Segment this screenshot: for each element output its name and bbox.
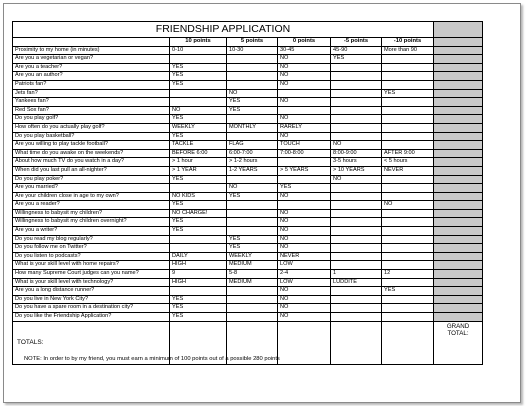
answer-cell-5-points bbox=[227, 218, 278, 227]
question-cell: Are your children close in age to my own? bbox=[13, 192, 170, 201]
answer-cell-minus-5-points bbox=[331, 209, 382, 218]
answer-cell-minus-10-points bbox=[382, 278, 434, 287]
question-row bbox=[13, 123, 483, 132]
answer-cell-minus-10-points bbox=[382, 123, 434, 132]
answer-cell-minus-5-points: 1 bbox=[331, 270, 382, 279]
answer-cell-5-points: YES bbox=[227, 98, 278, 107]
question-cell: Are you a reader? bbox=[13, 201, 170, 210]
answer-cell-10-points: HIGH bbox=[170, 278, 227, 287]
answer-cell-minus-10-points bbox=[382, 252, 434, 261]
row-total-cell bbox=[434, 115, 483, 124]
question-cell: What time do you awake on the weekends? bbox=[13, 149, 170, 158]
question-row bbox=[13, 166, 483, 175]
answer-cell-minus-10-points bbox=[382, 218, 434, 227]
question-cell: Do you have a spare room in a destination city? bbox=[13, 304, 170, 313]
answer-cell-0-points bbox=[278, 106, 331, 115]
answer-cell-10-points: YES bbox=[170, 201, 227, 210]
answer-cell-0-points: NO bbox=[278, 132, 331, 141]
answer-cell-0-points: NO bbox=[278, 80, 331, 89]
row-total-cell bbox=[434, 106, 483, 115]
answer-cell-minus-10-points: YES bbox=[382, 287, 434, 296]
answer-cell-minus-10-points: More than 90 bbox=[382, 46, 434, 55]
answer-cell-minus-10-points bbox=[382, 192, 434, 201]
answer-cell-minus-5-points bbox=[331, 295, 382, 304]
application-table bbox=[12, 21, 483, 365]
answer-cell-minus-10-points bbox=[382, 209, 434, 218]
answer-cell-10-points: YES bbox=[170, 313, 227, 322]
answer-cell-0-points: LOW bbox=[278, 261, 331, 270]
answer-cell-0-points: NO bbox=[278, 63, 331, 72]
question-cell: About how much TV do you watch in a day? bbox=[13, 158, 170, 167]
answer-cell-0-points: NO bbox=[278, 192, 331, 201]
answer-cell-5-points: 1-2 YEARS bbox=[227, 166, 278, 175]
row-total-cell bbox=[434, 158, 483, 167]
answer-cell-minus-5-points bbox=[331, 287, 382, 296]
answer-cell-0-points: 7:00-8:00 bbox=[278, 149, 331, 158]
answer-cell-minus-5-points: 45-90 bbox=[331, 46, 382, 55]
answer-cell-minus-5-points bbox=[331, 98, 382, 107]
answer-cell-minus-5-points: NO bbox=[331, 175, 382, 184]
answer-cell-5-points: NO bbox=[227, 89, 278, 98]
answer-cell-0-points bbox=[278, 158, 331, 167]
question-row bbox=[13, 175, 483, 184]
answer-cell-0-points: NO bbox=[278, 244, 331, 253]
answer-cell-0-points: 2-4 bbox=[278, 270, 331, 279]
answer-cell-minus-10-points: < 5 hours bbox=[382, 158, 434, 167]
question-cell: Are you an author? bbox=[13, 72, 170, 81]
row-total-cell bbox=[434, 175, 483, 184]
answer-cell-minus-10-points bbox=[382, 141, 434, 150]
answer-cell-5-points: MEDIUM bbox=[227, 261, 278, 270]
answer-cell-minus-5-points: LUDDITE bbox=[331, 278, 382, 287]
answer-cell-minus-5-points: YES bbox=[331, 55, 382, 64]
answer-cell-minus-10-points bbox=[382, 80, 434, 89]
row-total-cell bbox=[434, 227, 483, 236]
answer-cell-10-points: > 1 YEAR bbox=[170, 166, 227, 175]
answer-cell-10-points: YES bbox=[170, 80, 227, 89]
column-header-5-points: 5 points bbox=[227, 38, 278, 47]
answer-cell-0-points: NO bbox=[278, 115, 331, 124]
question-row bbox=[13, 227, 483, 236]
column-total-cell-minus-5-points bbox=[331, 321, 382, 364]
answer-cell-minus-5-points bbox=[331, 261, 382, 270]
answer-cell-10-points: 9 bbox=[170, 270, 227, 279]
question-row bbox=[13, 252, 483, 261]
answer-cell-5-points: MONTHLY bbox=[227, 123, 278, 132]
question-row bbox=[13, 278, 483, 287]
answer-cell-5-points: WEEKLY bbox=[227, 252, 278, 261]
answer-cell-minus-10-points bbox=[382, 184, 434, 193]
row-total-cell bbox=[434, 55, 483, 64]
question-cell: Red Sox fan? bbox=[13, 106, 170, 115]
answer-cell-0-points: NO bbox=[278, 295, 331, 304]
answer-cell-5-points bbox=[227, 201, 278, 210]
answer-cell-0-points: YES bbox=[278, 184, 331, 193]
question-row bbox=[13, 132, 483, 141]
answer-cell-minus-5-points bbox=[331, 252, 382, 261]
footnote: NOTE: In order to by my friend, you must earn a minimum of 100 points out of a possible 280 points bbox=[24, 356, 280, 362]
answer-cell-10-points: NO CHARGE! bbox=[170, 209, 227, 218]
row-total-cell bbox=[434, 304, 483, 313]
row-total-cell bbox=[434, 141, 483, 150]
title-row bbox=[13, 22, 483, 38]
question-row bbox=[13, 46, 483, 55]
answer-cell-5-points bbox=[227, 227, 278, 236]
answer-cell-minus-10-points bbox=[382, 115, 434, 124]
answer-cell-5-points bbox=[227, 175, 278, 184]
answer-cell-5-points bbox=[227, 80, 278, 89]
answer-cell-minus-10-points bbox=[382, 313, 434, 322]
answer-cell-10-points: YES bbox=[170, 175, 227, 184]
question-row bbox=[13, 72, 483, 81]
row-total-cell bbox=[434, 278, 483, 287]
totals-label: TOTALS: bbox=[13, 321, 170, 364]
answer-cell-minus-10-points bbox=[382, 175, 434, 184]
answer-cell-minus-5-points bbox=[331, 123, 382, 132]
answer-cell-minus-5-points bbox=[331, 244, 382, 253]
answer-cell-minus-10-points: NEVER bbox=[382, 166, 434, 175]
answer-cell-0-points: NO bbox=[278, 55, 331, 64]
answer-cell-0-points bbox=[278, 201, 331, 210]
question-row bbox=[13, 244, 483, 253]
question-row bbox=[13, 63, 483, 72]
answer-cell-minus-5-points: 3-5 hours bbox=[331, 158, 382, 167]
question-row bbox=[13, 295, 483, 304]
grand-total-label-line: GRAND bbox=[446, 322, 470, 330]
answer-cell-10-points: YES bbox=[170, 304, 227, 313]
column-total-cell-minus-10-points bbox=[382, 321, 434, 364]
question-cell: Jets fan? bbox=[13, 89, 170, 98]
row-total-cell bbox=[434, 46, 483, 55]
row-total-cell bbox=[434, 89, 483, 98]
answer-cell-minus-10-points: AFTER 9:00 bbox=[382, 149, 434, 158]
answer-cell-minus-10-points bbox=[382, 227, 434, 236]
question-cell: What is your skill level with home repairs? bbox=[13, 261, 170, 270]
row-total-cell bbox=[434, 261, 483, 270]
row-total-cell bbox=[434, 313, 483, 322]
column-header-10-points: 10 points bbox=[170, 38, 227, 47]
question-row bbox=[13, 192, 483, 201]
answer-cell-10-points: YES bbox=[170, 227, 227, 236]
answer-cell-minus-10-points bbox=[382, 106, 434, 115]
header-row bbox=[13, 38, 483, 47]
answer-cell-5-points: MEDIUM bbox=[227, 278, 278, 287]
answer-cell-minus-10-points: 12 bbox=[382, 270, 434, 279]
answer-cell-minus-5-points bbox=[331, 132, 382, 141]
question-cell: Do you live in New York City? bbox=[13, 295, 170, 304]
row-total-cell bbox=[434, 149, 483, 158]
answer-cell-0-points: RARELY bbox=[278, 123, 331, 132]
question-cell: Are you a long distance runner? bbox=[13, 287, 170, 296]
answer-cell-minus-10-points bbox=[382, 98, 434, 107]
form-title: FRIENDSHIP APPLICATION bbox=[13, 22, 434, 38]
answer-cell-10-points: TACKLE bbox=[170, 141, 227, 150]
answer-cell-minus-5-points bbox=[331, 106, 382, 115]
answer-cell-0-points bbox=[278, 175, 331, 184]
column-header-0-points: 0 points bbox=[278, 38, 331, 47]
question-row bbox=[13, 209, 483, 218]
column-header-minus-10-points: -10 points bbox=[382, 38, 434, 47]
row-total-cell bbox=[434, 132, 483, 141]
question-row bbox=[13, 149, 483, 158]
question-row bbox=[13, 115, 483, 124]
answer-cell-10-points: YES bbox=[170, 295, 227, 304]
answer-cell-10-points bbox=[170, 235, 227, 244]
question-row bbox=[13, 287, 483, 296]
question-cell: Proximity to my home (in minutes) bbox=[13, 46, 170, 55]
row-total-cell bbox=[434, 72, 483, 81]
question-cell: How often do you actually play golf? bbox=[13, 123, 170, 132]
grand-total-label bbox=[434, 323, 482, 337]
answer-cell-10-points: YES bbox=[170, 218, 227, 227]
answer-cell-minus-5-points bbox=[331, 63, 382, 72]
question-row bbox=[13, 270, 483, 279]
answer-cell-minus-5-points bbox=[331, 89, 382, 98]
answer-cell-0-points: NO bbox=[278, 209, 331, 218]
answer-cell-minus-5-points bbox=[331, 218, 382, 227]
answer-cell-0-points: NO bbox=[278, 72, 331, 81]
answer-cell-10-points: YES bbox=[170, 63, 227, 72]
answer-cell-10-points: 0-10 bbox=[170, 46, 227, 55]
row-total-cell bbox=[434, 244, 483, 253]
row-total-cell bbox=[434, 184, 483, 193]
answer-cell-10-points bbox=[170, 55, 227, 64]
answer-cell-5-points: 6:00-7:00 bbox=[227, 149, 278, 158]
answer-cell-5-points: 10-30 bbox=[227, 46, 278, 55]
question-cell: How many Supreme Court judges can you name? bbox=[13, 270, 170, 279]
question-row bbox=[13, 55, 483, 64]
answer-cell-minus-5-points bbox=[331, 184, 382, 193]
answer-cell-0-points: NEVER bbox=[278, 252, 331, 261]
grand-total-label-line: TOTAL: bbox=[447, 329, 469, 337]
question-cell: Are you a teacher? bbox=[13, 63, 170, 72]
row-total-cell bbox=[434, 287, 483, 296]
question-cell: What is your skill level with technology? bbox=[13, 278, 170, 287]
row-total-cell bbox=[434, 80, 483, 89]
answer-cell-0-points: NO bbox=[278, 218, 331, 227]
answer-cell-5-points bbox=[227, 72, 278, 81]
question-cell: Do you like the Friendship Application? bbox=[13, 313, 170, 322]
row-total-cell bbox=[434, 63, 483, 72]
answer-cell-5-points: 5-8 bbox=[227, 270, 278, 279]
answer-cell-5-points: YES bbox=[227, 106, 278, 115]
question-cell: Patriots fan? bbox=[13, 80, 170, 89]
row-total-cell bbox=[434, 192, 483, 201]
answer-cell-5-points: YES bbox=[227, 235, 278, 244]
answer-cell-10-points bbox=[170, 184, 227, 193]
row-total-cell bbox=[434, 252, 483, 261]
question-cell: Do you play basketball? bbox=[13, 132, 170, 141]
answer-cell-10-points: HIGH bbox=[170, 261, 227, 270]
answer-cell-10-points: YES bbox=[170, 72, 227, 81]
answer-cell-minus-10-points bbox=[382, 295, 434, 304]
answer-cell-minus-10-points bbox=[382, 235, 434, 244]
answer-cell-10-points: YES bbox=[170, 132, 227, 141]
answer-cell-minus-5-points: > 10 YEARS bbox=[331, 166, 382, 175]
answer-cell-5-points: YES bbox=[227, 192, 278, 201]
answer-cell-minus-5-points bbox=[331, 80, 382, 89]
column-header-question bbox=[13, 38, 170, 47]
answer-cell-5-points: FLAG bbox=[227, 141, 278, 150]
answer-cell-10-points bbox=[170, 89, 227, 98]
question-cell: Are you married? bbox=[13, 184, 170, 193]
answer-cell-minus-5-points bbox=[331, 192, 382, 201]
answer-cell-0-points: NO bbox=[278, 98, 331, 107]
answer-cell-5-points bbox=[227, 55, 278, 64]
answer-cell-minus-10-points bbox=[382, 304, 434, 313]
question-cell: Are you willing to play tackle football? bbox=[13, 141, 170, 150]
question-cell: When did you last pull an all-nighter? bbox=[13, 166, 170, 175]
question-cell: Do you follow me on Twitter? bbox=[13, 244, 170, 253]
answer-cell-5-points bbox=[227, 287, 278, 296]
answer-cell-10-points: DAILY bbox=[170, 252, 227, 261]
answer-cell-5-points bbox=[227, 63, 278, 72]
answer-cell-0-points: NO bbox=[278, 304, 331, 313]
question-row bbox=[13, 89, 483, 98]
answer-cell-10-points bbox=[170, 287, 227, 296]
question-cell: Do you listen to podcasts? bbox=[13, 252, 170, 261]
answer-cell-minus-5-points: NO bbox=[331, 141, 382, 150]
answer-cell-10-points: NO bbox=[170, 106, 227, 115]
answer-cell-0-points bbox=[278, 89, 331, 98]
row-total-cell bbox=[434, 235, 483, 244]
row-total-cell bbox=[434, 209, 483, 218]
row-total-cell bbox=[434, 270, 483, 279]
answer-cell-5-points: YES bbox=[227, 244, 278, 253]
row-total-cell bbox=[434, 166, 483, 175]
answer-cell-5-points bbox=[227, 115, 278, 124]
answer-cell-minus-5-points bbox=[331, 72, 382, 81]
question-row bbox=[13, 261, 483, 270]
answer-cell-minus-5-points bbox=[331, 227, 382, 236]
answer-cell-minus-10-points: NO bbox=[382, 201, 434, 210]
answer-cell-10-points: YES bbox=[170, 115, 227, 124]
answer-cell-0-points: > 5 YEARS bbox=[278, 166, 331, 175]
question-row bbox=[13, 98, 483, 107]
question-row bbox=[13, 235, 483, 244]
answer-cell-10-points: NO KIDS bbox=[170, 192, 227, 201]
answer-cell-minus-10-points bbox=[382, 132, 434, 141]
question-row bbox=[13, 218, 483, 227]
answer-cell-5-points: NO bbox=[227, 184, 278, 193]
total-cell bbox=[434, 22, 483, 38]
answer-cell-minus-5-points: 8:00-9:00 bbox=[331, 149, 382, 158]
row-total-cell bbox=[434, 201, 483, 210]
total-cell bbox=[434, 38, 483, 47]
answer-cell-0-points: LOW bbox=[278, 278, 331, 287]
row-total-cell bbox=[434, 295, 483, 304]
answer-cell-5-points bbox=[227, 313, 278, 322]
question-cell: Do you play poker? bbox=[13, 175, 170, 184]
question-row bbox=[13, 80, 483, 89]
answer-cell-minus-5-points bbox=[331, 313, 382, 322]
question-cell: Do you read my blog regularly? bbox=[13, 235, 170, 244]
grand-total-cell bbox=[434, 321, 483, 364]
answer-cell-5-points bbox=[227, 132, 278, 141]
column-total-cell-0-points bbox=[278, 321, 331, 364]
question-cell: Do you play golf? bbox=[13, 115, 170, 124]
answer-cell-5-points bbox=[227, 209, 278, 218]
row-total-cell bbox=[434, 218, 483, 227]
question-row bbox=[13, 313, 483, 322]
question-cell: Yankees fan? bbox=[13, 98, 170, 107]
answer-cell-10-points bbox=[170, 244, 227, 253]
question-row bbox=[13, 304, 483, 313]
question-row bbox=[13, 141, 483, 150]
answer-cell-5-points: > 1-2 hours bbox=[227, 158, 278, 167]
answer-cell-0-points: TOUCH bbox=[278, 141, 331, 150]
question-cell: Are you a vegetarian or vegan? bbox=[13, 55, 170, 64]
answer-cell-minus-10-points bbox=[382, 261, 434, 270]
answer-cell-5-points bbox=[227, 304, 278, 313]
answer-cell-minus-5-points bbox=[331, 201, 382, 210]
answer-cell-minus-10-points bbox=[382, 72, 434, 81]
question-row bbox=[13, 158, 483, 167]
column-header-minus-5-points: -5 points bbox=[331, 38, 382, 47]
answer-cell-0-points: NO bbox=[278, 287, 331, 296]
answer-cell-minus-5-points bbox=[331, 115, 382, 124]
question-row bbox=[13, 106, 483, 115]
answer-cell-10-points: > 1 hour bbox=[170, 158, 227, 167]
answer-cell-5-points bbox=[227, 295, 278, 304]
answer-cell-minus-10-points bbox=[382, 244, 434, 253]
answer-cell-minus-10-points: YES bbox=[382, 89, 434, 98]
row-total-cell bbox=[434, 98, 483, 107]
question-cell: Willingness to babysit my children? bbox=[13, 209, 170, 218]
question-cell: Willingness to babysit my children overnight? bbox=[13, 218, 170, 227]
answer-cell-0-points: NO bbox=[278, 227, 331, 236]
question-row bbox=[13, 184, 483, 193]
answer-cell-minus-5-points bbox=[331, 235, 382, 244]
answer-cell-minus-5-points bbox=[331, 304, 382, 313]
answer-cell-10-points: WEEKLY bbox=[170, 123, 227, 132]
answer-cell-0-points: 30-45 bbox=[278, 46, 331, 55]
question-cell: Are you a writer? bbox=[13, 227, 170, 236]
answer-cell-0-points: NO bbox=[278, 235, 331, 244]
answer-cell-minus-10-points bbox=[382, 55, 434, 64]
answer-cell-10-points bbox=[170, 98, 227, 107]
answer-cell-minus-10-points bbox=[382, 63, 434, 72]
row-total-cell bbox=[434, 123, 483, 132]
answer-cell-10-points: BEFORE 6:00 bbox=[170, 149, 227, 158]
answer-cell-0-points: NO bbox=[278, 313, 331, 322]
question-row bbox=[13, 201, 483, 210]
